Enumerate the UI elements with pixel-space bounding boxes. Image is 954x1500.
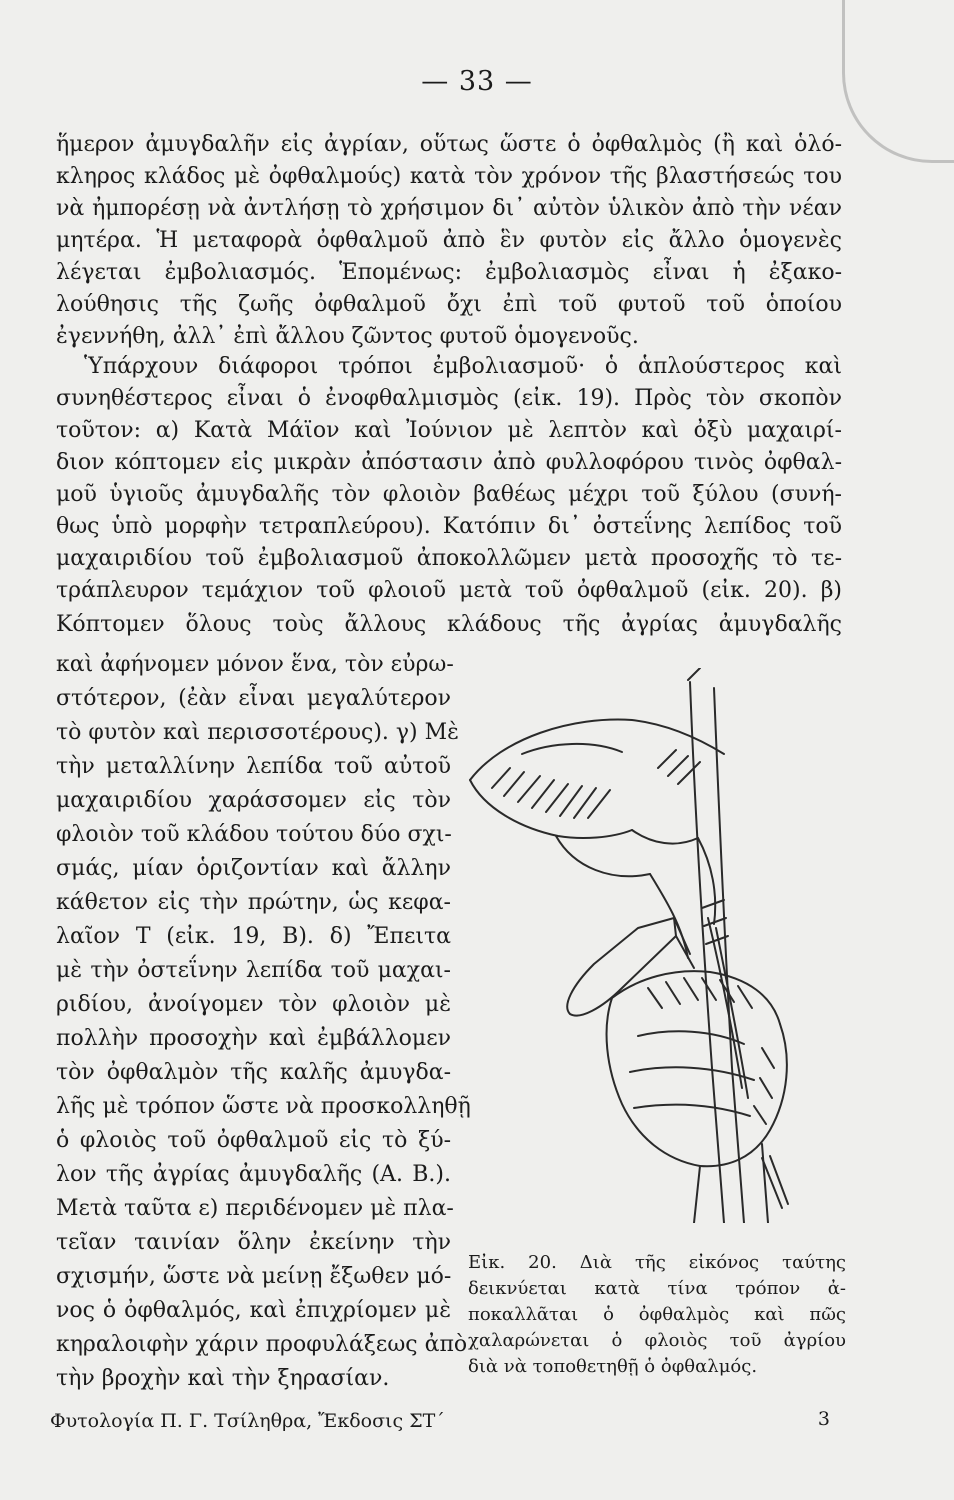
figure-caption	[468, 1250, 846, 1380]
text-line: τὴν μεταλλίνην λεπίδα τοῦ αὐτοῦ	[56, 754, 451, 779]
text-line: Ὑπάρχουν διάφοροι τρόποι ἐμβολιασμοῦ· ὁ ἁπλούστερος καὶ	[84, 354, 842, 379]
text-line: κάθετον εἰς τὴν πρώτην, ὡς κεφα-	[56, 890, 451, 915]
text-line: τὴν βροχὴν καὶ τὴν ξηρασίαν.	[56, 1366, 390, 1391]
text-line: νος ὁ ὀφθαλμός, καὶ ἐπιχρίομεν μὲ	[56, 1298, 451, 1323]
text-line: διον κόπτομεν εἰς μικρὰν ἀπόστασιν ἀπὸ φυλλοφόρου τινὸς ὀφθαλ-	[56, 450, 842, 475]
text-line: Μετὰ ταῦτα ε) περιδένομεν μὲ πλα-	[56, 1196, 454, 1221]
text-line: θως ὑπὸ μορφὴν τετραπλεύρου). Κατόπιν δι᾿ ὀστεΐνης λεπίδος τοῦ	[56, 514, 842, 539]
text-line: στότερον, (ἐὰν εἶναι μεγαλύτερον	[56, 686, 451, 711]
text-line: τὸ φυτὸν καὶ περισσοτέρους). γ) Μὲ	[56, 720, 459, 745]
footer-book-title: Φυτολογία Π. Γ. Τσίληθρα, Ἔκδοσις ΣΤ΄	[50, 1410, 445, 1432]
text-line: λούθησις τῆς ζωῆς ὀφθαλμοῦ ὄχι ἐπὶ τοῦ φυτοῦ τοῦ ὁποίου	[56, 292, 842, 317]
text-line: ἥμερον ἀμυγδαλῆν εἰς ἀγρίαν, οὕτως ὥστε ὁ ὀφθαλμὸς (ἢ καὶ ὁλό-	[56, 132, 842, 157]
text-line: τεῖαν ταινίαν ὅλην ἐκείνην τὴν	[56, 1230, 451, 1255]
text-line: πολλὴν προσοχὴν καὶ ἐμβάλλομεν	[56, 1026, 451, 1051]
caption-line: δεικνύεται κατὰ τίνα τρόπον ἀ-	[468, 1278, 846, 1299]
text-line: συνηθέστερος εἶναι ὁ ἐνοφθαλμισμὸς (εἰκ. 19). Πρὸς τὸν σκοπὸν	[56, 386, 842, 411]
text-line: μοῦ ὑγιοῦς ἀμυγδαλῆς τὸν φλοιὸν βαθέως μέχρι τοῦ ξύλου (συνή-	[56, 482, 842, 507]
text-line: καὶ ἀφήνομεν μόνον ἕνα, τὸν εὐρω-	[56, 652, 454, 677]
text-line: λέγεται ἐμβολιασμός. Ἑπομένως: ἐμβολιασμὸς εἶναι ἡ ἐξακο-	[56, 260, 842, 285]
caption-line: διὰ νὰ τοποθετηθῇ ὁ ὀφθαλμός.	[468, 1356, 758, 1377]
caption-line: χαλαρώνεται ὁ φλοιὸς τοῦ ἀγρίου	[468, 1330, 846, 1351]
text-line: κληρος κλάδος μὲ ὀφθαλμούς) κατὰ τὸν χρόνον τῆς βλαστήσεώς του	[56, 164, 842, 189]
text-line: ριδίου, ἀνοίγομεν τὸν φλοιὸν μὲ	[56, 992, 451, 1017]
text-line: νὰ ἠμπορέσῃ νὰ ἀντλήσῃ τὸ χρήσιμον δι᾿ αὐτὸν ὑλικὸν ἀπὸ τὴν νέαν	[56, 196, 842, 221]
text-line: μητέρα. Ἡ μεταφορὰ ὀφθαλμοῦ ἀπὸ ἓν φυτὸν εἰς ἄλλο ὁμογενὲς	[56, 228, 842, 253]
text-line: λον τῆς ἀγρίας ἀμυγδαλῆς (Α. Β.).	[56, 1162, 451, 1187]
text-line: τὸν ὀφθαλμὸν τῆς καλῆς ἀμυγδα-	[56, 1060, 451, 1085]
text-line: ὁ φλοιὸς τοῦ ὀφθαλμοῦ εἰς τὸ ξύ-	[56, 1128, 451, 1153]
text-line: τράπλευρον τεμάχιον τοῦ φλοιοῦ μετὰ τοῦ ὀφθαλμοῦ (εἰκ. 20). β)	[56, 578, 842, 603]
text-line: ἐγεννήθη, ἀλλ᾿ ἐπὶ ἄλλου ζῶντος φυτοῦ ὁμογενοῦς.	[56, 324, 639, 349]
text-line: μαχαιριδίου τοῦ ἐμβολιασμοῦ ἀποκολλῶμεν μετὰ προσοχῆς τὸ τε-	[56, 546, 842, 571]
text-line: μαχαιριδίου χαράσσομεν εἰς τὸν	[56, 788, 451, 813]
text-line: Κόπτομεν ὅλους τοὺς ἄλλους κλάδους τῆς ἀγρίας ἀμυγδαλῆς	[56, 612, 842, 637]
text-line: λαῖον Τ (εἰκ. 19, Β). δ) Ἔπειτα	[56, 924, 451, 949]
text-line: φλοιὸν τοῦ κλάδου τούτου δύο σχι-	[56, 822, 452, 847]
budding-illustration	[462, 668, 842, 1223]
text-line: κηραλοιφὴν χάριν προφυλάξεως ἀπὸ	[56, 1332, 468, 1357]
footer-signature-mark: 3	[817, 1408, 830, 1430]
text-line: μὲ τὴν ὀστεΐνην λεπίδα τοῦ μαχαι-	[56, 958, 451, 983]
caption-line: ποκαλλᾶται ὁ ὀφθαλμὸς καὶ πῶς	[468, 1304, 846, 1325]
text-line: σχισμήν, ὥστε νὰ μείνῃ ἔξωθεν μό-	[56, 1264, 452, 1289]
text-line: σμάς, μίαν ὁριζοντίαν καὶ ἄλλην	[56, 856, 451, 881]
page-number: — 33 —	[421, 66, 533, 97]
text-line: λῆς μὲ τρόπον ὥστε νὰ προσκολληθῇ	[56, 1094, 471, 1119]
text-line: τοῦτον: α) Κατὰ Μάϊον καὶ Ἰούνιον μὲ λεπτὸν καὶ ὀξὺ μαχαιρί-	[56, 418, 842, 443]
caption-line: Εἰκ. 20. Διὰ τῆς εἰκόνος ταύτης	[468, 1252, 846, 1273]
